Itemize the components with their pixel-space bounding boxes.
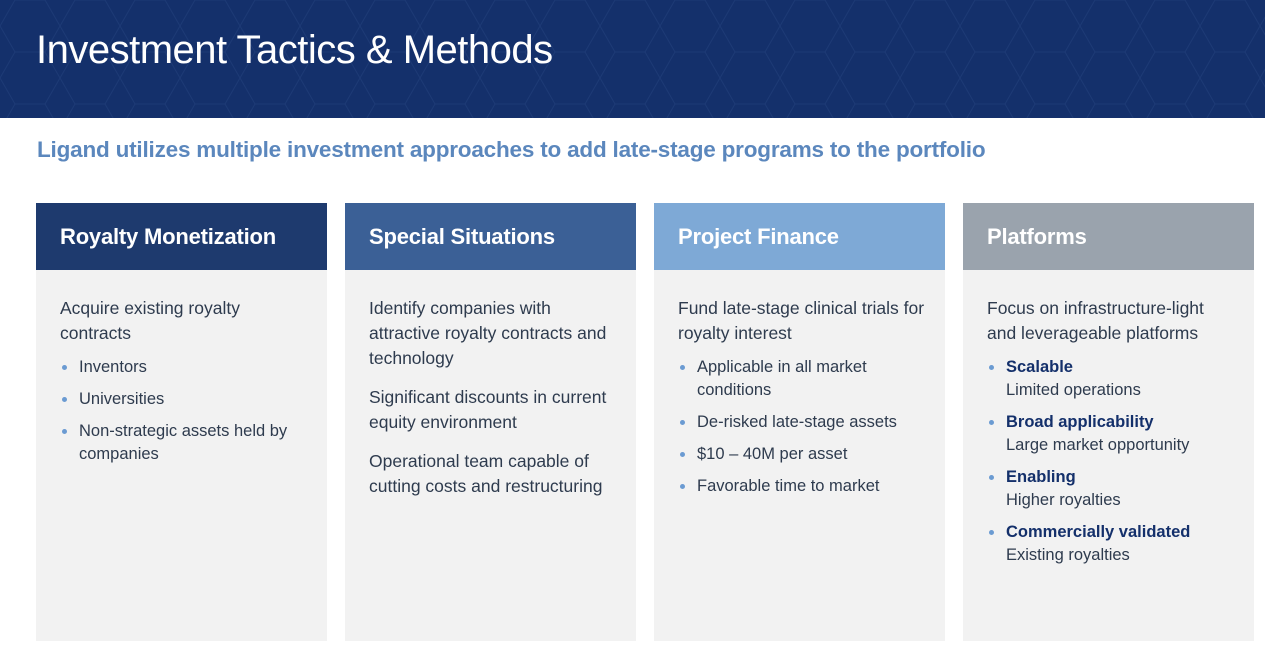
list-item — [987, 466, 1234, 512]
list-item — [678, 411, 925, 434]
list-item-sublabel: Higher royalties — [1006, 491, 1121, 509]
column-lead: Acquire existing royalty contracts — [60, 298, 240, 343]
list-item-label: Commercially validated — [1006, 523, 1191, 541]
list-item-label: Scalable — [1006, 358, 1073, 376]
list-item-label: De-risked late-stage assets — [697, 413, 897, 431]
list-item-label: Inventors — [79, 358, 147, 376]
bullet-list — [987, 356, 1234, 567]
list-item — [678, 443, 925, 466]
column-special-situations — [345, 203, 636, 641]
list-item-sublabel: Large market opportunity — [1006, 436, 1190, 454]
column-body — [963, 270, 1254, 641]
bullet-dot-icon — [989, 420, 994, 425]
bullet-list — [60, 356, 307, 466]
column-title: Special Situations — [369, 223, 555, 249]
list-item — [60, 420, 307, 466]
column-body — [345, 270, 636, 641]
bullet-dot-icon — [989, 475, 994, 480]
list-item — [60, 388, 307, 411]
bullet-dot-icon — [62, 429, 67, 434]
column-royalty-monetization — [36, 203, 327, 641]
list-item-sublabel: Existing royalties — [1006, 546, 1130, 564]
bullet-dot-icon — [680, 365, 685, 370]
column-title: Platforms — [987, 223, 1087, 249]
column-body — [36, 270, 327, 641]
bullet-dot-icon — [680, 452, 685, 457]
subtitle: Ligand utilizes multiple investment approaches to add late-stage programs to the portfolio — [37, 137, 986, 162]
column-paragraph: Operational team capable of cutting costs and restructuring — [369, 451, 603, 496]
bullet-dot-icon — [62, 365, 67, 370]
column-title: Royalty Monetization — [60, 223, 277, 249]
column-body — [654, 270, 945, 641]
column-title: Project Finance — [678, 223, 839, 249]
bullet-dot-icon — [989, 365, 994, 370]
column-paragraph: Identify companies with attractive royalty contracts and technology — [369, 298, 607, 368]
bullet-dot-icon — [680, 420, 685, 425]
list-item — [678, 475, 925, 498]
list-item — [678, 356, 925, 402]
bullet-dot-icon — [62, 397, 67, 402]
list-item — [987, 356, 1234, 402]
bullet-dot-icon — [989, 530, 994, 535]
list-item-label: $10 – 40M per asset — [697, 445, 848, 463]
column-lead: Fund late-stage clinical trials for royalty interest — [678, 298, 925, 343]
column-platforms — [963, 203, 1254, 641]
list-item — [987, 411, 1234, 457]
list-item-label: Broad applicability — [1006, 413, 1154, 431]
list-item-label: Enabling — [1006, 468, 1076, 486]
column-paragraph: Significant discounts in current equity environment — [369, 387, 607, 432]
column-header — [36, 203, 327, 270]
column-header — [345, 203, 636, 270]
list-item-label: Favorable time to market — [697, 477, 880, 495]
columns-container — [36, 203, 1254, 641]
list-item-label: Applicable in all market conditions — [697, 358, 867, 399]
column-project-finance — [654, 203, 945, 641]
bullet-dot-icon — [680, 484, 685, 489]
page-title: Investment Tactics & Methods — [36, 28, 553, 72]
list-item-label: Universities — [79, 390, 165, 408]
column-header — [654, 203, 945, 270]
column-lead: Focus on infrastructure-light and leverageable platforms — [987, 298, 1204, 343]
list-item — [60, 356, 307, 379]
list-item — [987, 521, 1234, 567]
list-item-sublabel: Limited operations — [1006, 381, 1141, 399]
column-header — [963, 203, 1254, 270]
list-item-label: Non-strategic assets held by companies — [79, 422, 288, 463]
bullet-list — [678, 356, 925, 498]
header-banner — [0, 0, 1265, 118]
